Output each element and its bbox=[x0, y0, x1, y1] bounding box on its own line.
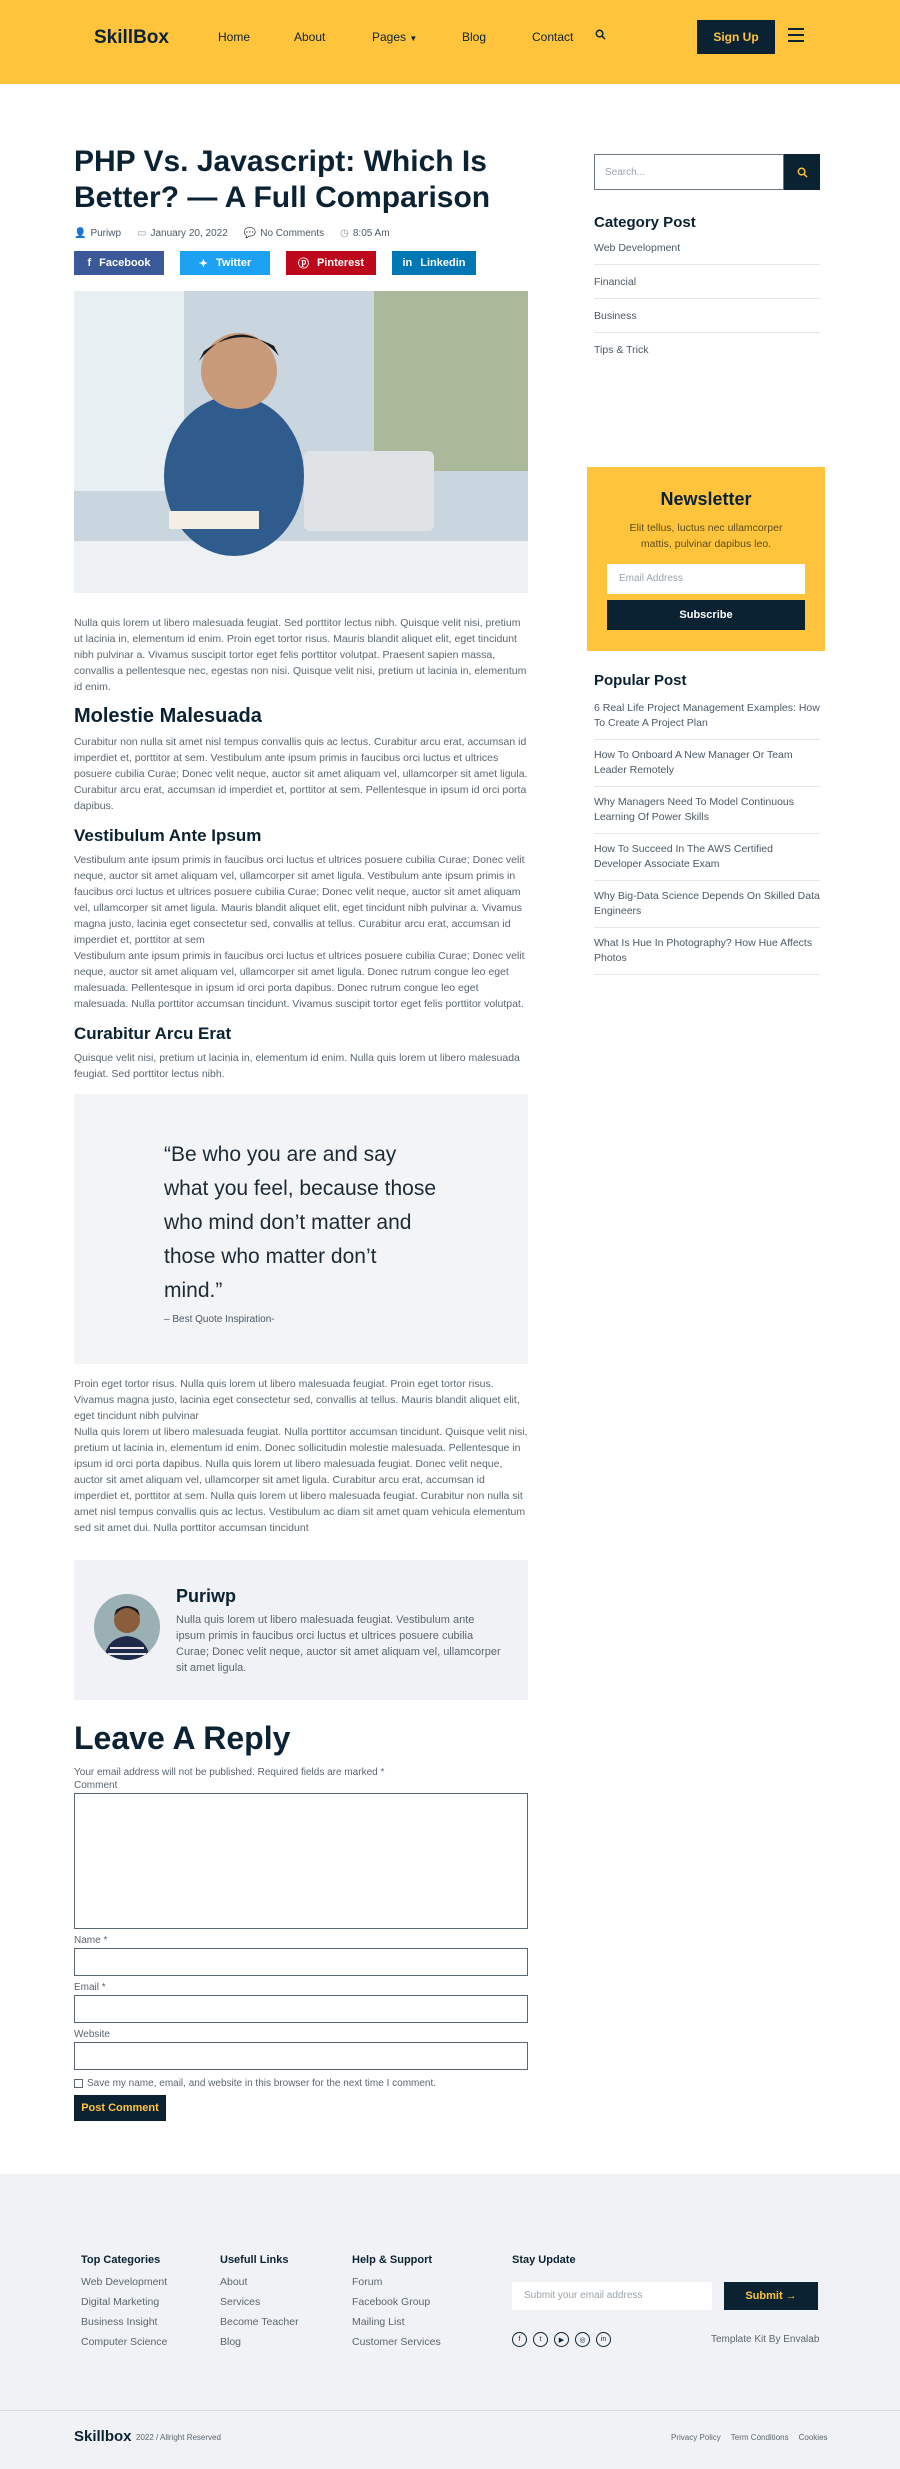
comment-label: Comment bbox=[74, 1780, 118, 1791]
main-content bbox=[0, 84, 900, 2174]
comment-textarea[interactable] bbox=[74, 1793, 528, 1929]
reply-title: Leave A Reply bbox=[74, 1720, 291, 1756]
linkedin-icon[interactable]: in bbox=[596, 2332, 611, 2347]
search-input[interactable]: Search... bbox=[594, 154, 784, 190]
share-facebook-button[interactable] bbox=[74, 251, 164, 275]
category-item[interactable]: Financial bbox=[594, 269, 820, 299]
meta-date bbox=[137, 228, 228, 239]
cookies-link[interactable]: Cookies bbox=[798, 2433, 828, 2442]
footer-col-title: Help & Support bbox=[352, 2254, 433, 2266]
footer-link[interactable]: About bbox=[220, 2276, 248, 2288]
user-icon: 👤 bbox=[74, 228, 87, 239]
privacy-policy-link[interactable]: Privacy Policy bbox=[671, 2433, 721, 2442]
popular-post-link[interactable]: What Is Hue In Photography? How Hue Affects Photos bbox=[594, 928, 820, 975]
nav-about[interactable]: About bbox=[294, 30, 326, 44]
footer-legal-links bbox=[671, 2433, 828, 2442]
save-info-label: Save my name, email, and website in this browser for the next time I comment. bbox=[87, 2078, 437, 2089]
popular-post-link[interactable]: How To Onboard A New Manager Or Team Leader Remotely bbox=[594, 740, 820, 787]
email-field[interactable] bbox=[74, 1995, 528, 2023]
quote-text: “Be who you are and say what you feel, because those who mind don’t matter and those who matter don’t mind.” bbox=[164, 1143, 437, 1302]
author-box bbox=[74, 1560, 528, 1700]
article-paragraph: Nulla quis lorem ut libero malesuada feugiat. Sed porttitor lectus nibh. Quisque velit nisi, pretium ut lacinia in, elementum id enim. Proin eget tortor risus. Mauris blandit aliquet elit, eget tincidunt nibh pulvinar a. Vivamus suscipit tortor eget felis porttitor volutpat. Praesent sapien massa, convallis a pellentesque nec, egestas non nisi. Quisque velit nisi, pretium ut lacinia in, elementum id enim. bbox=[74, 617, 527, 693]
category-item[interactable]: Business bbox=[594, 303, 820, 333]
nav-pages[interactable] bbox=[372, 30, 417, 44]
instagram-icon[interactable]: ◎ bbox=[575, 2332, 590, 2347]
meta-comments[interactable] bbox=[244, 228, 324, 239]
search-icon[interactable] bbox=[595, 29, 606, 43]
footer-col-categories bbox=[81, 2254, 167, 2356]
section-heading: Molestie Malesuada bbox=[74, 705, 262, 727]
share-twitter-label: Twitter bbox=[215, 257, 252, 269]
template-credit[interactable]: Template Kit By Envalab bbox=[711, 2334, 820, 2345]
article-paragraph: Curabitur non nulla sit amet nisl tempus convallis quis ac lectus. Curabitur arcu erat, accumsan id imperdiet et, porttitor at sem. Vestibulum ante ipsum primis in faucibus orci luctus et ultrices posuere cubilia Curae; Donec velit neque, auctor sit amet aliquam vel, ullamcorper sit amet ligula. Curabitur arcu erat, accumsan id imperdiet et, porttitor at sem. Pellentesque in ipsum id orci porta dapibus. bbox=[74, 736, 528, 812]
facebook-icon[interactable]: f bbox=[512, 2332, 527, 2347]
author-name[interactable]: Puriwp bbox=[176, 1586, 237, 1606]
popular-title: Popular Post bbox=[594, 672, 687, 689]
newsletter-box bbox=[587, 467, 825, 651]
email-label: Email * bbox=[74, 1982, 106, 1993]
share-linkedin-label: Linkedin bbox=[420, 257, 466, 269]
footer-divider bbox=[0, 2410, 900, 2411]
footer-link[interactable]: Forum bbox=[352, 2276, 383, 2288]
footer-col-title: Stay Update bbox=[512, 2254, 576, 2266]
share-linkedin-button[interactable] bbox=[392, 251, 476, 275]
share-facebook-label: Facebook bbox=[99, 257, 151, 269]
nav-pages-label: Pages bbox=[372, 30, 407, 44]
article-paragraph: Vestibulum ante ipsum primis in faucibus orci luctus et ultrices posuere cubilia Curae; Donec velit neque, auctor sit amet aliquam vel, ullamcorper sit amet ligula. Donec rutrum congue leo eget malesuada. Pellentesque in ipsum id orci porta dapibus. Donec rutrum congue leo eget malesuada. Nulla porttitor accumsan tincidunt. Vivamus suscipit tortor eget felis porttitor volutpat. bbox=[74, 950, 525, 1010]
chevron-down-icon: ▼ bbox=[409, 34, 418, 43]
popular-post-link[interactable]: How To Succeed In The AWS Certified Developer Associate Exam bbox=[594, 834, 820, 881]
nav-home[interactable]: Home bbox=[218, 30, 251, 44]
share-pinterest-button[interactable] bbox=[286, 251, 376, 275]
pinterest-icon: ⓟ bbox=[297, 258, 309, 270]
article-hero-image bbox=[74, 291, 528, 593]
search-button[interactable] bbox=[784, 154, 820, 190]
article bbox=[74, 144, 528, 2121]
search-icon bbox=[797, 167, 808, 178]
sidebar bbox=[594, 154, 820, 366]
meta-date-text: January 20, 2022 bbox=[150, 228, 228, 239]
footer-link[interactable]: Customer Services bbox=[352, 2336, 441, 2348]
website-label: Website bbox=[74, 2029, 110, 2040]
footer-col-title: Top Categories bbox=[81, 2254, 161, 2266]
popular-post-link[interactable]: Why Managers Need To Model Continuous Learning Of Power Skills bbox=[594, 787, 820, 834]
quote-source: – Best Quote Inspiration- bbox=[164, 1314, 275, 1325]
comment-icon: 💬 bbox=[243, 228, 257, 239]
footer-link[interactable]: Web Development bbox=[81, 2276, 168, 2288]
share-buttons bbox=[74, 251, 528, 275]
subscribe-button[interactable]: Subscribe bbox=[607, 600, 805, 630]
footer-col-links bbox=[220, 2254, 299, 2356]
avatar bbox=[94, 1594, 160, 1660]
meta-time bbox=[340, 228, 389, 239]
section-heading: Vestibulum Ante Ipsum bbox=[74, 826, 262, 845]
name-field[interactable] bbox=[74, 1948, 528, 1976]
avatar-illustration bbox=[94, 1594, 160, 1660]
meta-time-text: 8:05 Am bbox=[352, 228, 390, 239]
footer-submit-button[interactable]: Submit → bbox=[724, 2282, 818, 2310]
name-label: Name * bbox=[74, 1935, 108, 1946]
article-paragraph: Nulla quis lorem ut libero malesuada feugiat. Nulla porttitor accumsan tincidunt. Quisque velit nisi, pretium ut lacinia in, elementum id enim. Donec sollicitudin molestie malesuada. Pellentesque in ipsum id orci porta dapibus. Nulla quis lorem ut libero malesuada feugiat. Donec velit neque, auctor sit amet aliquam vel, ullamcorper sit amet ligula. Curabitur arcu erat, accumsan id imperdiet et, porttitor at sem. Nulla quis lorem ut libero malesuada feugiat. Curabitur non nulla sit amet nisl tempus convallis quis ac lectus. Vestibulum ac diam sit amet quam vehicula elementum sed sit amet dui. Nulla porttitor accumsan tincidunt bbox=[74, 1426, 528, 1534]
section-heading: Curabitur Arcu Erat bbox=[74, 1024, 232, 1043]
terms-link[interactable]: Term Conditions bbox=[730, 2433, 789, 2442]
social-links bbox=[512, 2332, 611, 2347]
popular-posts bbox=[594, 672, 820, 975]
blockquote bbox=[74, 1094, 528, 1364]
site-header bbox=[0, 0, 900, 84]
article-paragraph: Quisque velit nisi, pretium ut lacinia in, elementum id enim. Nulla quis lorem ut libero malesuada feugiat. Sed porttitor lectus nibh. bbox=[74, 1052, 520, 1080]
footer-logo[interactable]: Skillbox bbox=[74, 2428, 132, 2445]
footer-col-support bbox=[352, 2254, 441, 2356]
popular-post-link[interactable]: Why Big-Data Science Depends On Skilled Data Engineers bbox=[594, 881, 820, 928]
footer-link[interactable]: Blog bbox=[220, 2336, 242, 2348]
post-comment-button[interactable]: Post Comment bbox=[74, 2095, 166, 2121]
newsletter-title: Newsletter bbox=[660, 489, 752, 509]
footer-link[interactable]: Facebook Group bbox=[352, 2296, 431, 2308]
author-bio: Nulla quis lorem ut libero malesuada feugiat. Vestibulum ante ipsum primis in faucibus orci luctus et ultrices posuere cubilia Curae; Donec velit neque, auctor sit amet aliquam vel, ullamcorper sit amet ligula. bbox=[176, 1614, 501, 1674]
article-meta bbox=[74, 228, 528, 239]
footer-link[interactable]: Become Teacher bbox=[220, 2316, 299, 2328]
popular-post-link[interactable]: 6 Real Life Project Management Examples: How To Create A Project Plan bbox=[594, 693, 820, 740]
category-item[interactable]: Web Development bbox=[594, 235, 820, 265]
calendar-icon: ▭ bbox=[137, 228, 147, 239]
article-paragraph: Proin eget tortor risus. Nulla quis lorem ut libero malesuada feugiat. Proin eget tortor risus. Vivamus magna justo, lacinia eget consectetur sed, convallis at tellus. Mauris blandit aliquet elit, eget tincidunt nibh pulvinar bbox=[74, 1378, 520, 1422]
twitter-icon[interactable]: t bbox=[533, 2332, 548, 2347]
signup-button[interactable]: Sign Up bbox=[697, 20, 775, 54]
meta-author-name: Puriwp bbox=[90, 228, 122, 239]
copyright: 2022 / Allright Reserved bbox=[136, 2433, 221, 2442]
share-twitter-button[interactable] bbox=[180, 251, 270, 275]
footer-link[interactable]: Services bbox=[220, 2296, 261, 2308]
footer-email-input[interactable]: Submit your email address bbox=[512, 2282, 712, 2310]
newsletter-text: Elit tellus, luctus nec ullamcorper mattis, pulvinar dapibus leo. bbox=[629, 522, 783, 550]
hero-illustration bbox=[74, 291, 528, 593]
save-info-checkbox[interactable] bbox=[74, 2079, 83, 2088]
article-title: PHP Vs. Javascript: Which Is Better? — A Full Comparison bbox=[74, 145, 491, 214]
meta-comments-text: No Comments bbox=[260, 228, 325, 239]
footer-col-stay-update bbox=[512, 2254, 576, 2276]
nav-blog[interactable]: Blog bbox=[462, 30, 487, 44]
nav-contact[interactable]: Contact bbox=[532, 30, 574, 44]
category-item[interactable]: Tips & Trick bbox=[594, 344, 649, 356]
category-title: Category Post bbox=[594, 214, 696, 231]
share-pinterest-label: Pinterest bbox=[316, 257, 365, 269]
facebook-icon: f bbox=[87, 257, 92, 269]
website-field[interactable] bbox=[74, 2042, 528, 2070]
reply-note: Your email address will not be published. Required fields are marked * bbox=[74, 1767, 385, 1778]
footer-link[interactable]: Digital Marketing bbox=[81, 2296, 160, 2308]
hamburger-menu-icon[interactable] bbox=[788, 28, 804, 46]
newsletter-email-input[interactable]: Email Address bbox=[607, 564, 805, 594]
twitter-icon: ✦ bbox=[198, 257, 208, 270]
linkedin-icon: in bbox=[402, 257, 413, 269]
sidebar-search bbox=[594, 154, 820, 190]
article-paragraph: Vestibulum ante ipsum primis in faucibus orci luctus et ultrices posuere cubilia Curae; Donec velit neque, auctor sit amet aliquam vel, ullamcorper sit amet ligula. Vestibulum ante ipsum primis in faucibus orci luctus et ultrices posuere cubilia Curae; Donec velit neque, auctor sit amet aliquam vel, ullamcorper sit amet ligula. Mauris blandit aliquet elit, eget tincidunt nibh pulvinar a. Vivamus magna justo, lacinia eget consectetur sed, convallis at tellus. Curabitur arcu erat, accumsan id imperdiet et, porttitor at sem bbox=[74, 854, 525, 946]
youtube-icon[interactable]: ▶ bbox=[554, 2332, 569, 2347]
footer-link[interactable]: Mailing List bbox=[352, 2316, 405, 2328]
clock-icon: ◷ bbox=[340, 228, 349, 239]
save-info-row bbox=[74, 2078, 528, 2089]
site-logo[interactable]: SkillBox bbox=[94, 27, 169, 48]
footer-link[interactable]: Computer Science bbox=[81, 2336, 168, 2348]
footer-link[interactable]: Business Insight bbox=[81, 2316, 158, 2328]
site-footer bbox=[0, 2174, 900, 2469]
meta-author[interactable] bbox=[74, 228, 121, 239]
footer-col-title: Usefull Links bbox=[220, 2254, 289, 2266]
